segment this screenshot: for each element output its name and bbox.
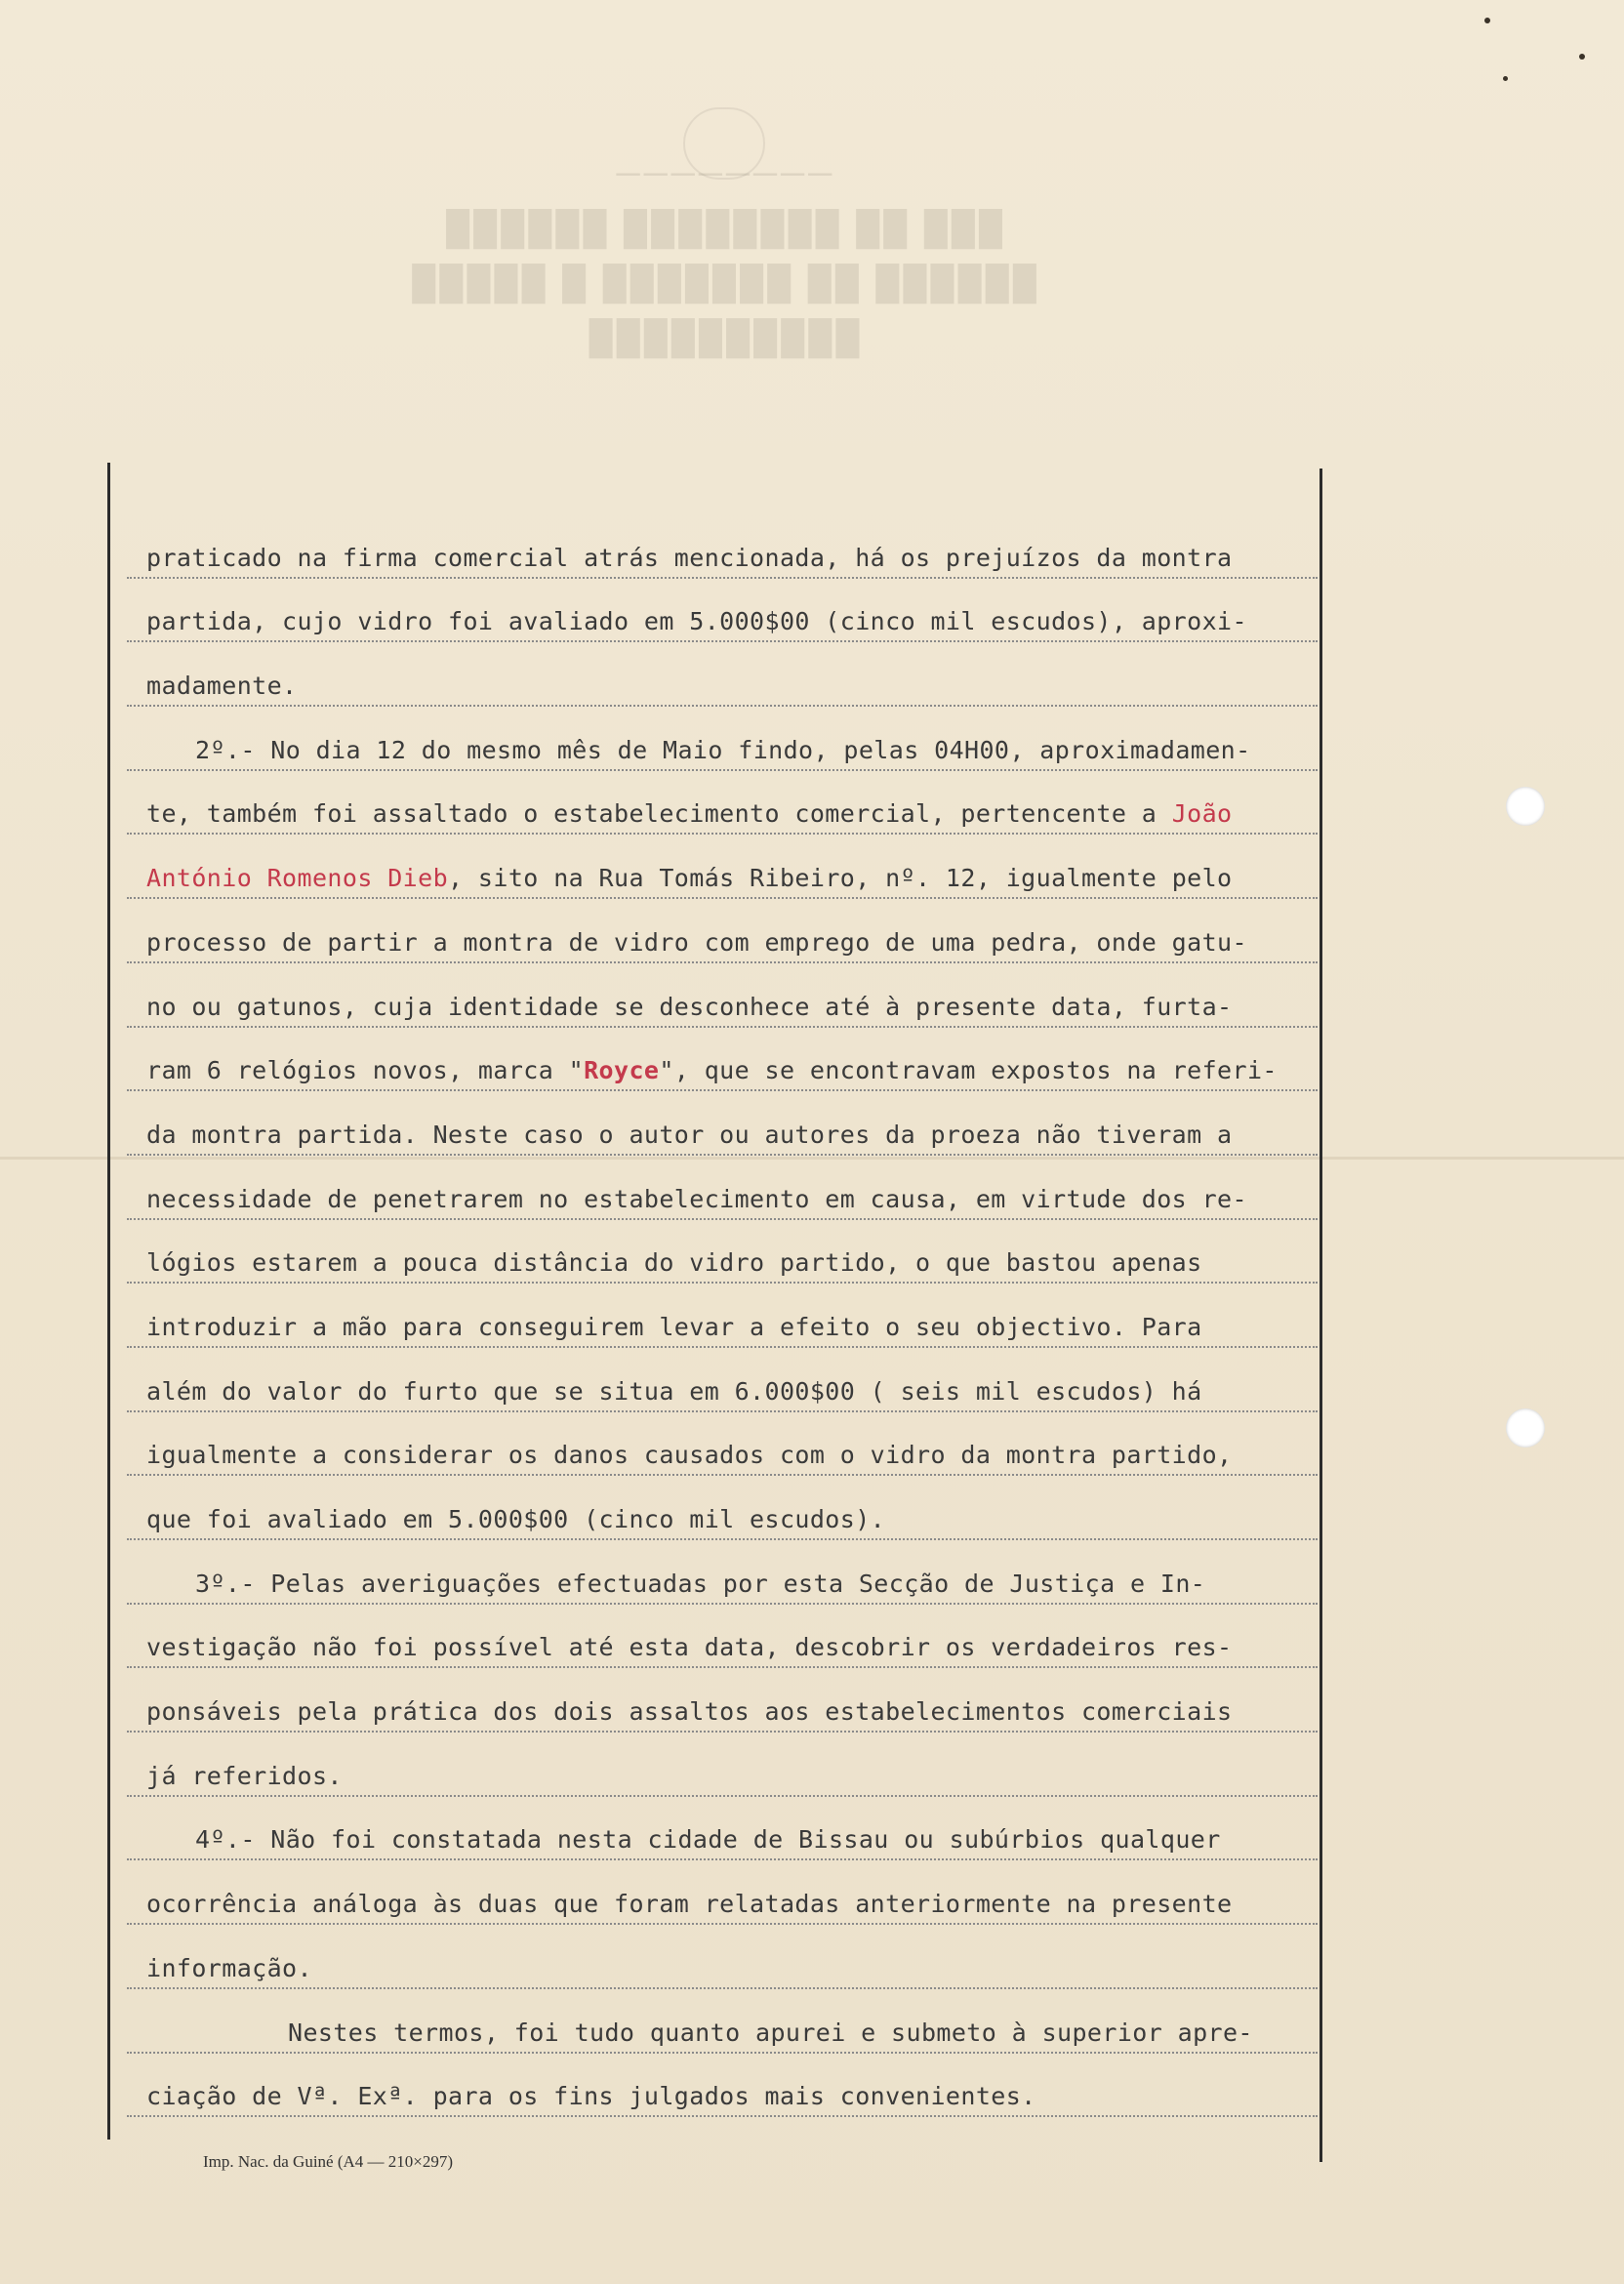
line-text: vestigação não foi possível até esta data, descobrir os verdadeiros res-	[146, 1633, 1233, 1662]
line-text: da montra partida. Neste caso o autor ou autores da proeza não tiveram a	[146, 1120, 1233, 1149]
line-text: ocorrência análoga às duas que foram relatadas anteriormente na presente	[146, 1890, 1233, 1919]
line-text: 2º.- No dia 12 do mesmo mês de Maio findo, pelas 04H00, aproximadamen-	[195, 735, 1251, 764]
right-margin-rule	[1320, 469, 1322, 2162]
line-text: processo de partir a montra de vidro com emprego de uma pedra, onde gatu-	[146, 927, 1247, 957]
line-text: ram 6 relógios novos, marca "	[146, 1056, 585, 1085]
text-line	[146, 645, 1318, 710]
text-line	[146, 837, 1318, 902]
text-line	[146, 1415, 1318, 1480]
text-line	[146, 1863, 1318, 1928]
text-line	[146, 1671, 1318, 1735]
paragraph-4-start	[146, 1800, 1318, 1864]
line-text: , sito na Rua Tomás Ribeiro, nº. 12, igualmente pelo	[448, 864, 1233, 893]
paper-speck	[1579, 54, 1585, 60]
document-body	[146, 517, 1318, 2120]
text-line	[146, 1159, 1318, 1223]
bleed-through-header: ──────── ███ ██ ████████ ██████ ██████ ██ ███████ █ █████ ██████████	[408, 155, 1036, 356]
line-text: ", que se encontravam expostos na referi-	[659, 1056, 1278, 1085]
line-text: informação.	[146, 1953, 312, 1982]
line-text: que foi avaliado em 5.000$00 (cinco mil escudos).	[146, 1505, 886, 1533]
line-text: lógios estarem a pouca distância do vidro partido, o que bastou apenas	[146, 1248, 1202, 1278]
punch-hole	[1506, 1408, 1545, 1448]
line-text: madamente.	[146, 672, 298, 701]
line-text: te, também foi assaltado o estabelecimento comercial, pertencente a	[146, 799, 1172, 829]
owner-name-red: António Romenos Dieb	[146, 864, 449, 893]
paper-speck	[1484, 18, 1490, 23]
line-text: ponsáveis pela prática dos dois assaltos aos estabelecimentos comerciais	[146, 1697, 1233, 1727]
owner-name-red: João	[1171, 799, 1233, 829]
line-text: necessidade de penetrarem no estabelecimento em causa, em virtude dos re-	[146, 1184, 1247, 1213]
closing-paragraph-start	[146, 1992, 1318, 2057]
line-text: além do valor do furto que se situa em 6.000$00 ( seis mil escudos) há	[146, 1376, 1202, 1406]
line-text: introduzir a mão para conseguirem levar a efeito o seu objectivo. Para	[146, 1312, 1202, 1341]
text-line	[146, 1286, 1318, 1351]
text-line	[146, 582, 1318, 646]
punch-hole	[1506, 787, 1545, 826]
text-line	[146, 517, 1318, 582]
left-margin-rule	[107, 463, 110, 2140]
text-line	[146, 1223, 1318, 1287]
line-text: 4º.- Não foi constatada nesta cidade de Bissau ou subúrbios qualquer	[195, 1825, 1221, 1855]
brand-name-red: Royce	[584, 1056, 660, 1085]
paragraph-2-start	[146, 710, 1318, 774]
text-line	[146, 1031, 1318, 1095]
text-line	[146, 902, 1318, 966]
text-line	[146, 774, 1318, 838]
text-line	[146, 2057, 1318, 2121]
text-line	[146, 1928, 1318, 1992]
text-line	[146, 1608, 1318, 1672]
line-text: já referidos.	[146, 1761, 343, 1790]
line-text: Nestes termos, foi tudo quanto apurei e submeto à superior apre-	[288, 2018, 1253, 2047]
text-line	[146, 1351, 1318, 1415]
text-line	[146, 1094, 1318, 1159]
text-line	[146, 966, 1318, 1031]
printer-footer: Imp. Nac. da Guiné (A4 — 210×297)	[203, 2152, 454, 2171]
line-text: ciação de Vª. Exª. para os fins julgados mais convenientes.	[146, 2082, 1036, 2111]
line-text: no ou gatunos, cuja identidade se desconhece até à presente data, furta-	[146, 992, 1233, 1021]
text-line	[146, 1735, 1318, 1800]
line-text: praticado na firma comercial atrás mencionada, há os prejuízos da montra	[146, 543, 1233, 572]
line-text: partida, cujo vidro foi avaliado em 5.000$00 (cinco mil escudos), aproxi-	[146, 607, 1247, 636]
paragraph-3-start	[146, 1543, 1318, 1608]
text-line	[146, 1479, 1318, 1543]
line-text: igualmente a considerar os danos causados com o vidro da montra partido,	[146, 1441, 1233, 1470]
line-text: 3º.- Pelas averiguações efectuadas por esta Secção de Justiça e In-	[195, 1569, 1206, 1598]
paper-speck	[1503, 76, 1508, 81]
